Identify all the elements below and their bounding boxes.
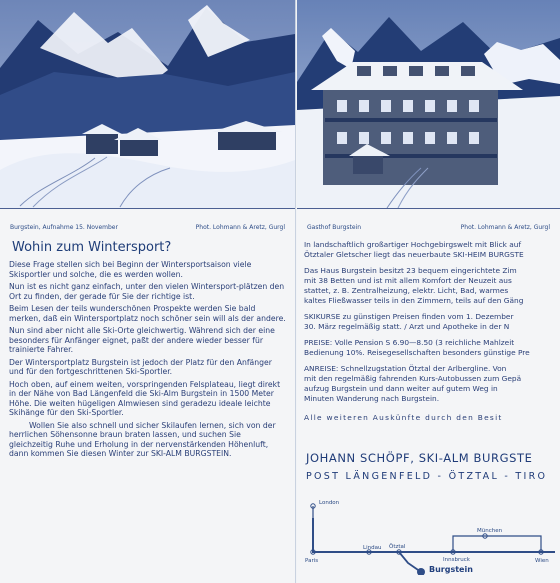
caption-right-text: Phot. Lohmann & Aretz, Gurgl bbox=[460, 224, 550, 231]
owner-name: JOHANN SCHÖPF, SKI-ALM BURGSTE bbox=[306, 451, 533, 465]
caption-left-text: Burgstein, Aufnahme 15. November bbox=[10, 224, 118, 231]
paragraph-4: Nun sind aber nicht alle Ski-Orte gleichwertig. Während sich der eine besonders für Anfänger eignet, paßt der andere wieder besser für trainierte Fahrer. bbox=[9, 326, 275, 354]
map-label-wien: Wien bbox=[535, 558, 549, 564]
left-text-block bbox=[9, 260, 287, 462]
mountain-photo bbox=[0, 0, 295, 209]
right-line-11: ANREISE: Schnellzugstation Ötztal der Arlbergline. Von bbox=[304, 364, 507, 373]
caption-left-text: Gasthof Burgstein bbox=[307, 224, 362, 231]
right-line-14: Minuten Wanderung nach Burgstein. bbox=[304, 394, 440, 403]
map-label-innsbruck: Innsbruck bbox=[443, 557, 470, 563]
right-line-4: mit 38 Betten und ist mit allem Komfort der Neuzeit aus bbox=[304, 276, 512, 285]
paragraph-2: Nun ist es nicht ganz einfach, unter den vielen Wintersport-plätzen den Ort zu finden, der gerade für Sie der richtige ist. bbox=[9, 282, 285, 301]
right-line-8: 30. März regelmäßig statt. / Arzt und Apotheke in der N bbox=[304, 322, 510, 331]
right-line-3: Das Haus Burgstein besitzt 23 bequem eingerichtete Zim bbox=[304, 266, 517, 275]
right-line-5: stattet, z. B. Zentralheizung, elektr. Licht, Bad, warmes bbox=[304, 286, 509, 295]
paragraph-5: Der Wintersportplatz Burgstein ist jedoch der Platz für den Anfänger und für den fortgeschrittenen Ski-Sportler. bbox=[9, 357, 272, 376]
right-line-15: Alle weiteren Auskünfte durch den Besit bbox=[304, 413, 503, 422]
right-line-9: PREISE: Volle Pension S 6.90—8.50 (3 reichliche Mahlzeit bbox=[304, 338, 515, 347]
map-label-london: London bbox=[319, 500, 340, 506]
map-label-paris: Paris bbox=[305, 558, 319, 564]
right-line-6: kaltes Fließwasser teils in den Zimmern, teils auf den Gäng bbox=[304, 296, 524, 305]
route-map-svg bbox=[305, 488, 557, 575]
map-label-munchen: München bbox=[477, 528, 503, 534]
right-line-7: SKIKURSE zu günstigen Preisen finden vom 1. Dezember bbox=[304, 312, 514, 321]
right-line-1: In landschaftlich großartiger Hochgebirgswelt mit Blick auf bbox=[304, 240, 522, 249]
map-label-lindau: Lindau bbox=[363, 545, 382, 551]
page-title: Wohin zum Wintersport? bbox=[12, 240, 172, 255]
paragraph-1: Diese Frage stellen sich bei Beginn der Wintersportsaison viele Skisportler und solche, die es werden wollen. bbox=[9, 260, 252, 279]
right-panel bbox=[297, 0, 560, 583]
paragraph-7: Wollen Sie also schnell und sicher Skilaufen lernen, sich von der herrlichen Söhensonne braun braten lassen, und suchen Sie gleichzeitig Ruhe und Erholung in der nervenstärkenden Höhenluft, dann kommen Sie diesen Winter zur SKI-ALM BURGSTEIN. bbox=[9, 420, 276, 458]
owner-address: POST LÄNGENFELD - ÖTZTAL - TIRO bbox=[306, 471, 548, 482]
hotel-photo-illustration bbox=[297, 0, 560, 208]
paragraph-3: Beim Lesen der teils wunderschönen Prospekte werden Sie bald merken, daß ein Wintersportplatz noch schöner sein will als der andere. bbox=[9, 304, 286, 323]
map-label-burgstein: Burgstein bbox=[429, 565, 473, 574]
paragraph-6: Hoch oben, auf einem weiten, vorspringenden Felsplateau, liegt direkt in der Nähe von Bad Längenfeld die Ski-Alm Burgstein in 1500 Meter Höhe. Die weiten hügeligen Almwiesen sind geradezu ideale leichte Skihänge für den Ski-Sportler. bbox=[9, 379, 281, 417]
right-line-2: Ötztaler Gletscher liegt das neuerbaute SKI-HEIM BURGSTE bbox=[304, 250, 524, 259]
right-line-12: mit den regelmäßig fahrenden Kurs-Autobussen zum Gepä bbox=[304, 374, 522, 383]
right-line-10: Bedienung 10%. Reisegesellschaften besonders günstige Pre bbox=[304, 348, 530, 357]
map-label-otztal: Ötztal bbox=[389, 544, 406, 550]
hotel-photo bbox=[297, 0, 560, 209]
caption-right-text: Phot. Lohmann & Aretz, Gurgl bbox=[195, 224, 285, 231]
right-line-13: aufzug Burgstein und dann weiter auf gutem Weg in bbox=[304, 384, 498, 393]
route-map bbox=[305, 488, 557, 575]
right-caption bbox=[307, 224, 550, 231]
left-caption bbox=[10, 224, 285, 231]
mountain-photo-illustration bbox=[0, 0, 295, 208]
